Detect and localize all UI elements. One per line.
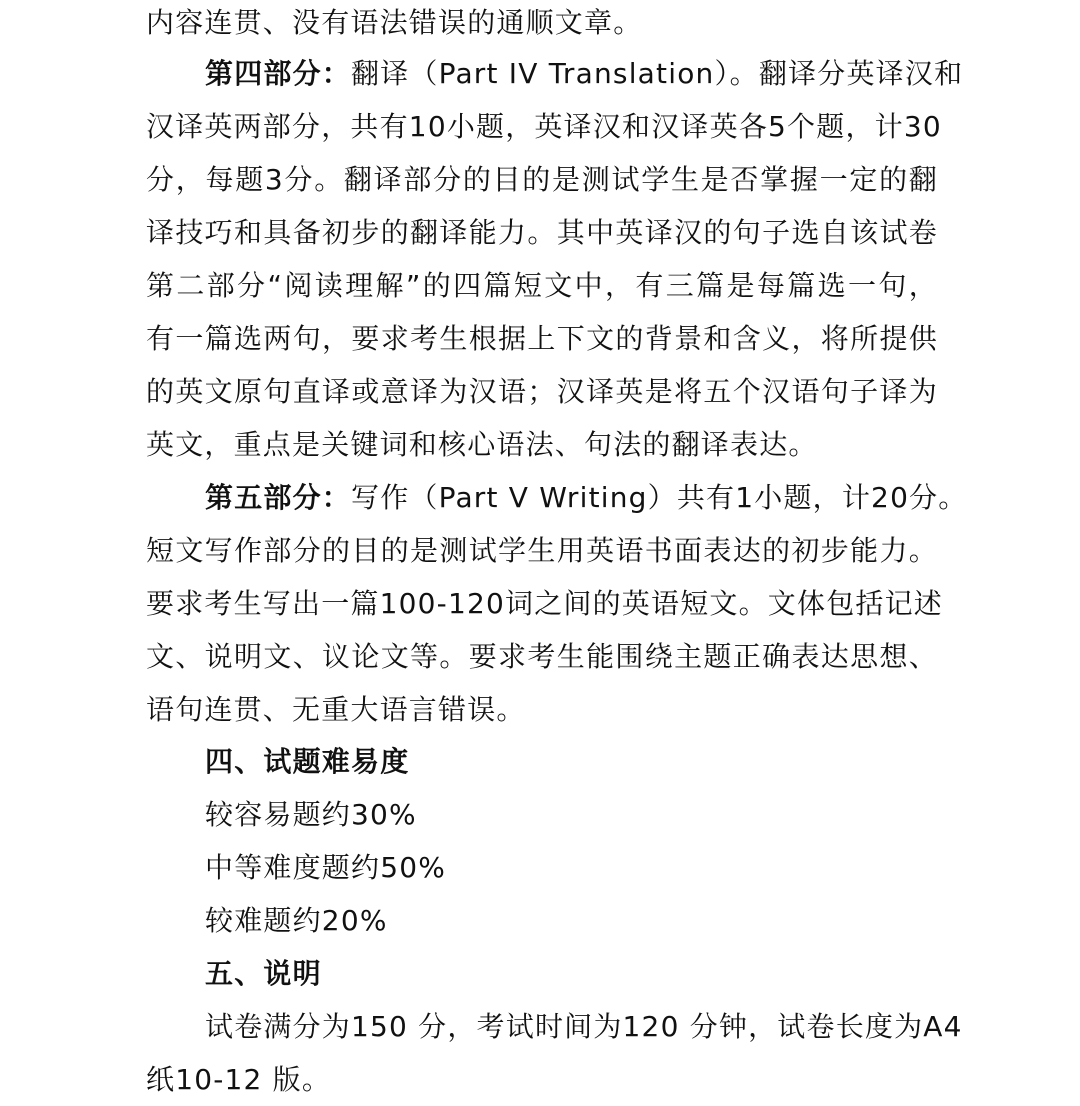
section-four-heading: 第四部分： [205, 57, 352, 90]
notes-heading: 五、说明 [205, 957, 322, 990]
difficulty-hard: 较难题约20% [205, 904, 388, 937]
paragraph-line: 的英文原句直译或意译为汉语；汉译英是将五个汉语句子译为 [146, 375, 938, 408]
difficulty-medium: 中等难度题约50% [205, 851, 447, 884]
notes-line: 试卷满分为150 分，考试时间为120 分钟，试卷长度为A4 [205, 1010, 963, 1043]
section-four-first-line [205, 48, 964, 100]
paragraph-line: 语句连贯、无重大语言错误。 [146, 693, 526, 726]
paragraph-line: 译技巧和具备初步的翻译能力。其中英译汉的句子选自该试卷 [146, 216, 938, 249]
difficulty-heading: 四、试题难易度 [205, 745, 410, 778]
paragraph-line: 内容连贯、没有语法错误的通顺文章。 [146, 6, 643, 39]
paragraph-line: 文、说明文、议论文等。要求考生能围绕主题正确表达思想、 [146, 640, 938, 673]
paragraph-line: 分，每题3分。翻译部分的目的是测试学生是否掌握一定的翻 [146, 163, 938, 196]
difficulty-easy: 较容易题约30% [205, 798, 417, 831]
notes-line: 纸10-12 版。 [146, 1063, 332, 1096]
paragraph-line: 第二部分“阅读理解”的四篇短文中，有三篇是每篇选一句， [146, 269, 938, 302]
paragraph-line: 有一篇选两句，要求考生根据上下文的背景和含义，将所提供 [146, 322, 938, 355]
paragraph-line: 短文写作部分的目的是测试学生用英语书面表达的初步能力。 [146, 534, 938, 567]
paragraph-line: 汉译英两部分，共有10小题，英译汉和汉译英各5个题，计30 [146, 110, 942, 143]
section-four-intro: 翻译（Part IV Translation）。翻译分英译汉和 [351, 57, 964, 90]
section-five-intro: 写作（Part V Writing）共有1小题，计20分。 [351, 481, 968, 514]
paragraph-line: 英文，重点是关键词和核心语法、句法的翻译表达。 [146, 428, 818, 461]
section-five-first-line [205, 472, 968, 524]
paragraph-line: 要求考生写出一篇100-120词之间的英语短文。文体包括记述 [146, 587, 943, 620]
section-five-heading: 第五部分： [205, 481, 352, 514]
